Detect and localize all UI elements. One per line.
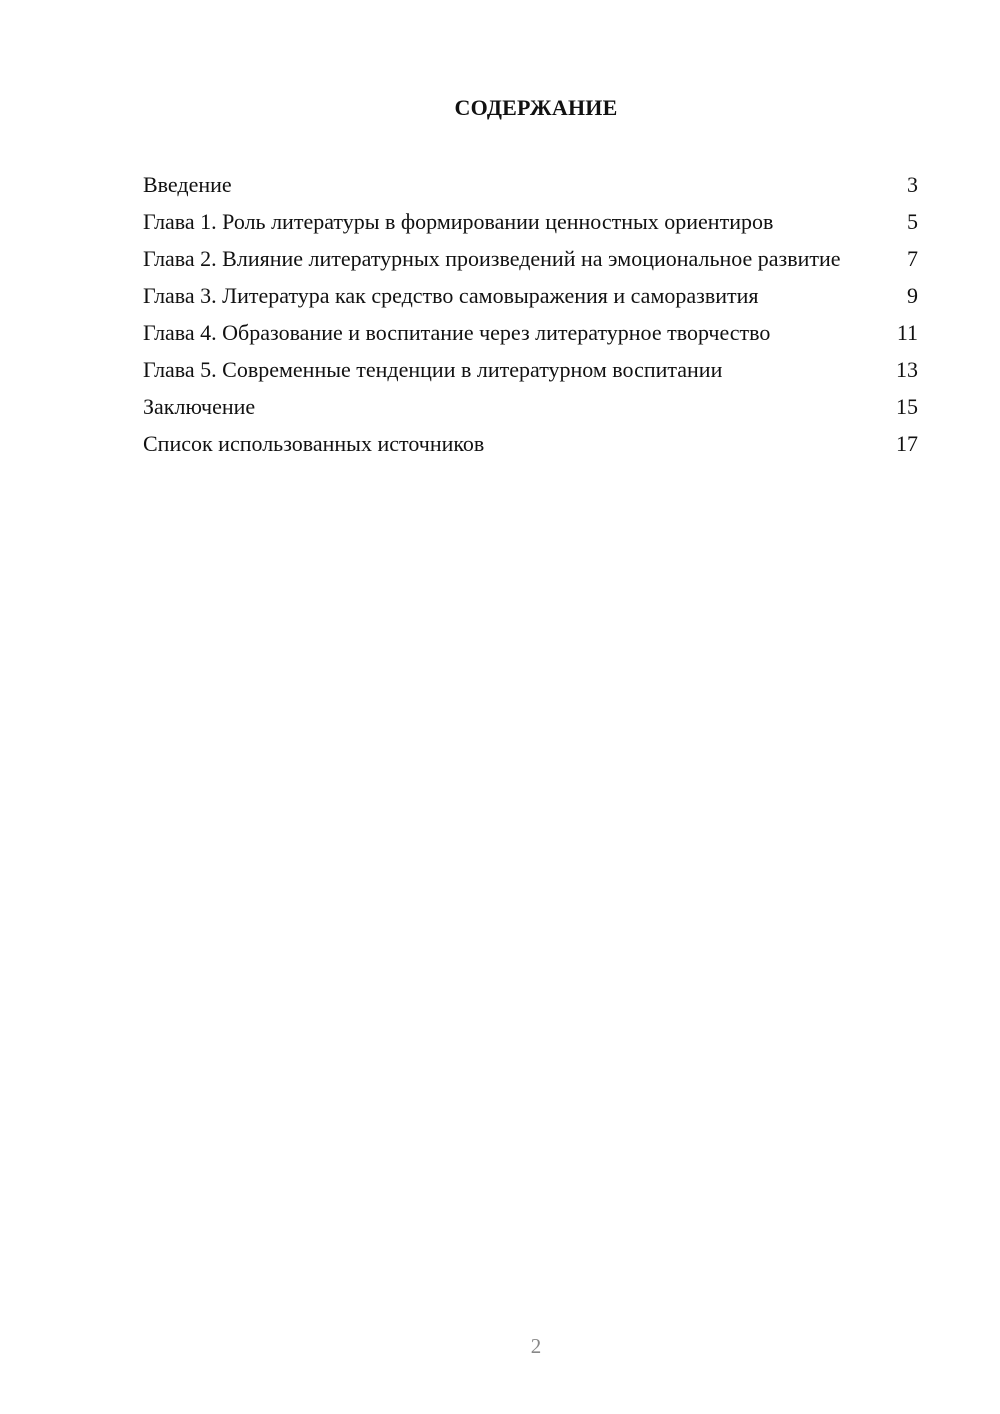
toc-entry-title: Заключение: [143, 394, 256, 419]
table-of-contents: [143, 172, 918, 468]
toc-entry-title: Глава 3. Литература как средство самовыражения и саморазвития: [143, 283, 759, 308]
toc-entry-page: 5: [907, 209, 918, 234]
toc-entry-references[interactable]: [143, 431, 918, 457]
page-title: СОДЕРЖАНИЕ: [454, 95, 618, 120]
toc-entry-page: 3: [907, 172, 918, 197]
toc-entry-page: 17: [896, 431, 918, 456]
toc-entry-page: 11: [896, 320, 918, 345]
toc-entry-chapter-1[interactable]: [143, 209, 918, 235]
toc-entry-title: Список использованных источников: [143, 431, 485, 456]
toc-entry-title: Введение: [143, 172, 232, 197]
toc-entry-title: Глава 2. Влияние литературных произведений на эмоциональное развитие: [143, 246, 841, 271]
toc-entry-chapter-4[interactable]: [143, 320, 918, 346]
toc-entry-conclusion[interactable]: [143, 394, 918, 420]
toc-entry-title: Глава 1. Роль литературы в формировании ценностных ориентиров: [143, 209, 774, 234]
toc-entry-page: 7: [907, 246, 918, 271]
toc-entry-introduction[interactable]: [143, 172, 918, 198]
toc-entry-page: 9: [907, 283, 918, 308]
toc-entry-page: 13: [896, 357, 918, 382]
toc-entry-title: Глава 5. Современные тенденции в литературном воспитании: [143, 357, 723, 382]
toc-entry-page: 15: [896, 394, 918, 419]
toc-entry-chapter-3[interactable]: [143, 283, 918, 309]
toc-entry-chapter-5[interactable]: [143, 357, 918, 383]
toc-entry-title: Глава 4. Образование и воспитание через литературное творчество: [143, 320, 771, 345]
page-number: 2: [530, 1334, 542, 1358]
toc-entry-chapter-2[interactable]: [143, 246, 918, 272]
